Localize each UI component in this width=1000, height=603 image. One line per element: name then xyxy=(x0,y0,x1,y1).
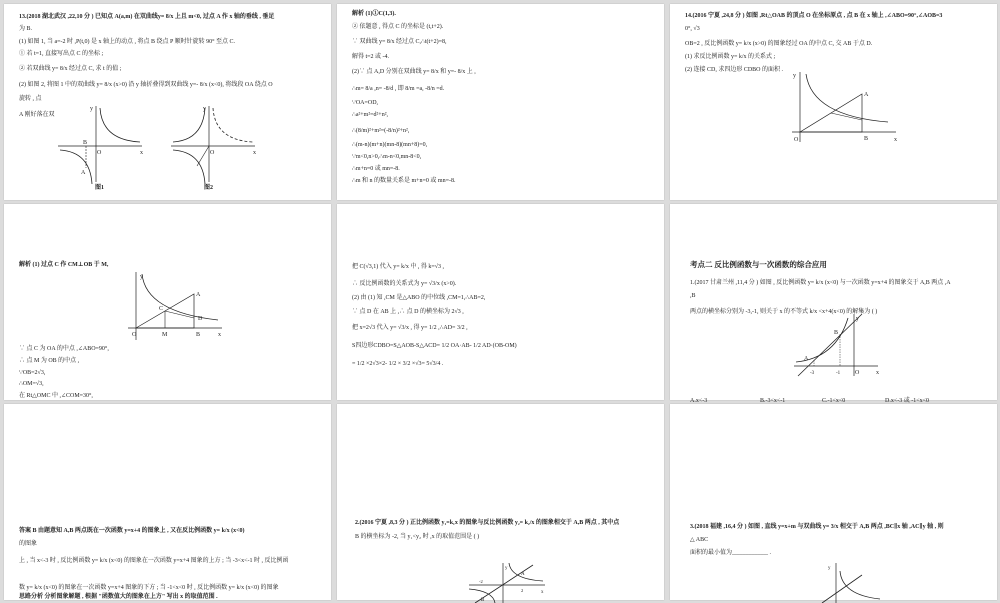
problem-1-figure xyxy=(792,312,882,380)
problem-13-line-5: ② 若双曲线 y= 8/x 经过点 C, 求 t 的值 ; xyxy=(19,66,122,72)
label-x: x xyxy=(140,150,143,156)
label-a: A xyxy=(864,92,869,98)
label-minus-1: -1 xyxy=(836,371,841,376)
label-c: C xyxy=(159,306,164,312)
hyperbola-q1 xyxy=(100,108,140,142)
answer-line-5: 思路分析 分析图象解题 , 根据 "函数值大的图象在上方" 写出 x 的取值范围 . xyxy=(19,594,218,600)
answer-line-2: 的图象 xyxy=(19,541,38,547)
label-x: x xyxy=(876,370,879,376)
figure-2-graph xyxy=(169,104,259,186)
hyperbola xyxy=(840,571,880,599)
section-header: 考点二 反比例函数与一次函数的综合应用 xyxy=(690,260,827,269)
problem-3-line-1: 3.(2018 福建 ,16,4 分 ) 如图 , 直线 y=x+m 与双曲线 y= 3/x 相交于 A,B 两点 ,BC∥x 轴 ,AC∥y 轴 , 则 xyxy=(690,524,944,530)
solution-14b-line-2: ∴ 反比例函数的关系式为 y= √3/x (x>0). xyxy=(352,281,457,287)
label-o: O xyxy=(97,150,102,156)
problem-2-line-1: 2.(2016 宁夏 ,8,3 分 ) 正比例函数 y₁=k₁x 的图象与反比例函数 y₂= k₂/x 的图象相交于 A,B 两点 , 其中点 xyxy=(355,520,620,526)
problem-3-line-2: △ ABC xyxy=(690,537,709,543)
solution-14b-line-4: ∵ 点 D 在 AB 上 ,∴ 点 D 的横坐标为 2√3 , xyxy=(352,309,464,315)
solution-line-4: 解得 t=2 或 -4. xyxy=(352,54,390,60)
solution-line-3: ∵ 双曲线 y= 8/x 经过点 C,∴t(t+2)=8, xyxy=(352,39,447,45)
problem-13-line-7: 旋转 , 点 xyxy=(19,96,42,102)
page-3 xyxy=(670,4,997,200)
solution-14-line-2: ∵ 点 C 为 OA 的中点 ,∠ABO=90°, xyxy=(19,346,109,352)
problem-13-line-2: 为 B. xyxy=(19,26,33,32)
solution-14b-line-1: 把 C(√3,1) 代入 y= k/x 中 , 得 k=√3 , xyxy=(352,264,445,270)
solution-14-line-3: ∴ 点 M 为 OB 的中点 , xyxy=(19,358,80,364)
answer-line-1: 答案 B 由题意知 A,B 两点既在一次函数 y=x+4 的图象上 , 又在反比例函数 y= k/x (x<0) xyxy=(19,528,245,534)
label-b: B xyxy=(834,330,839,336)
label-o: O xyxy=(210,150,215,156)
page-4 xyxy=(4,204,331,400)
problem-1-line-1: 1.(2017 甘肃兰州 ,11,4 分 ) 如图 , 反比例函数 y= k/x (x<0) 与一次函数 y=x+4 的图象交于 A,B 两点 ,A xyxy=(690,280,951,286)
option-c: C.-1<x<0 xyxy=(822,398,846,404)
label-b: B xyxy=(83,140,88,146)
label-a: A xyxy=(81,170,86,176)
label-y: y xyxy=(856,316,859,322)
solution-line-6: ∴m= 8/a ,n= -8/d , 即 8/m =a, -8/n =d. xyxy=(352,86,445,92)
solution-line-8: ∴a²+m²=d²+n², xyxy=(352,112,388,118)
problem-13-line-4: ① 若 t=1, 直接写出点 C 的坐标 ; xyxy=(19,51,104,57)
label-y: y xyxy=(203,106,206,112)
solution-line-7: ∵OA=OD, xyxy=(352,100,379,106)
solution-14-line-4: ∵OB=2√3, xyxy=(19,370,46,376)
label-y: y xyxy=(140,274,143,280)
problem-14-line-4: (1) 求反比例函数 y= k/x 的关系式 ; xyxy=(685,54,776,60)
solution-line-10: ∴(m-n)(m+n)(mn-8)(mn+8)=0, xyxy=(352,142,428,148)
page-7 xyxy=(4,404,331,600)
line-y-x-plus-4 xyxy=(798,314,862,376)
answer-line-4: 数 y= k/x (x<0) 的图象在一次函数 y=x+4 图象的下方 ; 当 -1<x<0 时 , 反比例函数 y= k/x (x<0) 的图象 xyxy=(19,585,279,591)
label-y: y xyxy=(828,566,831,571)
hyperbola-q3 xyxy=(173,150,205,184)
page-5 xyxy=(337,204,664,400)
solution-14-figure xyxy=(126,270,226,346)
label-x: x xyxy=(218,332,221,338)
problem-14-line-2: 0°, √3 xyxy=(685,26,700,32)
problem-14-line-3: OB=2 , 反比例函数 y= k/x (x>0) 的图象经过 OA 的中点 C, 交 AB 于点 D. xyxy=(685,41,873,47)
page-8 xyxy=(337,404,664,603)
label-x: x xyxy=(894,137,897,143)
label-y: y xyxy=(793,73,796,79)
hyperbola xyxy=(142,274,218,320)
label-b: B xyxy=(481,598,485,603)
label-minus-2: -2 xyxy=(479,579,483,584)
solution-line-13: ∴m 和 n 的数量关系是 m+n=0 或 mn=-8. xyxy=(352,178,456,184)
hyperbola-q3 xyxy=(60,150,92,184)
solution-14-line-1: 解析 (1) 过点 C 作 CM⊥OB 于 M, xyxy=(19,262,109,268)
solution-line-5: (2)∵ 点 A,D 分别在双曲线 y= 8/x 和 y=- 8/x 上 , xyxy=(352,69,476,75)
page-6 xyxy=(670,204,997,404)
problem-13-line-8: A 刚好落在双 xyxy=(19,112,55,118)
label-o: O xyxy=(132,332,137,338)
label-a: A xyxy=(196,292,201,298)
problem-14-line-5: (2) 连接 CD, 求四边形 CDBO 的面积 . xyxy=(685,67,784,73)
solution-14b-line-7: = 1/2 ×2√3×2- 1/2 × 3/2 ×√3= 5√3/4 . xyxy=(352,361,444,367)
label-o: O xyxy=(794,137,799,143)
figure-1-caption: 图1 xyxy=(95,185,105,191)
figure-2-caption: 图2 xyxy=(204,185,214,191)
problem-1-line-2: ,B xyxy=(690,293,696,299)
problem-14-figure xyxy=(790,70,900,146)
problem-2-figure xyxy=(467,561,547,603)
label-o: O xyxy=(855,370,860,376)
label-m: M xyxy=(162,332,168,338)
solution-14b-line-6: S四边形CDBO=S△AOB-S△ACD= 1/2 OA·AB- 1/2 AD·(OB-OM) xyxy=(352,343,517,349)
problem-3-line-3: 面积的最小值为____________ . xyxy=(690,550,772,556)
solution-14b-line-5: 把 x=2√3 代入 y= √3/x , 得 y= 1/2 ,∴AD= 3/2 , xyxy=(352,325,468,331)
label-x: x xyxy=(253,150,256,156)
label-d: D xyxy=(198,316,203,322)
label-b: B xyxy=(864,136,869,142)
solution-14b-line-3: (2) 由 (1) 知 ,CM 是△ABO 的中位线 ,CM=1,∴AB=2, xyxy=(352,295,486,301)
solution-line-2: ② 依题意 , 得点 C 的坐标是 (t,t+2). xyxy=(352,24,444,30)
label-a: A xyxy=(804,356,809,362)
label-minus-3: -3 xyxy=(810,371,815,376)
problem-2-line-2: B 的横坐标为 -2, 当 y₁<y₂ 时 ,x 的取值范围是 ( ) xyxy=(355,534,480,540)
label-2: 2 xyxy=(521,588,524,593)
hyperbola-y2 xyxy=(509,563,543,581)
problem-14-line-1: 14.(2016 宁夏 ,24,8 分 ) 如图 ,Rt△OAB 的顶点 O 在坐标原点 , 点 B 在 x 轴上 ,∠ABO=90°,∠AOB=3 xyxy=(685,13,943,19)
solution-line-1: 解析 (1)①C(1,3). xyxy=(352,11,396,17)
page-1 xyxy=(4,4,331,200)
solution-14-line-6: 在 Rt△OMC 中 ,∠COM=30°, xyxy=(19,393,93,399)
hyperbola-q2 xyxy=(173,108,205,142)
solution-line-12: ∴m+n=0 或 mn=-8. xyxy=(352,166,400,172)
problem-13-line-1: 13.(2018 湖北武汉 ,22,10 分 ) 已知点 A(a,m) 在双曲线y= 8/x 上且 m<0, 过点 A 作 x 轴的垂线 , 垂足 xyxy=(19,14,275,20)
option-a: A.x<-3 xyxy=(690,398,708,404)
problem-13-line-3: (1) 如图 1, 当 a=-2 时 ,P(t,0) 是 x 轴上的动点 , 将点 B 绕点 P 顺时针旋转 90° 至点 C. xyxy=(19,39,236,45)
problem-13-line-6: (2) 如图 2, 将图 1 中的双曲线 y= 8/x (x>0) 沿 y 轴折叠得到双曲线 y=- 8/x (x<0), 将线段 OA 绕点 O xyxy=(19,82,273,88)
option-d: D.x<-3 或 -1<x<0 xyxy=(885,398,929,404)
segment-oa xyxy=(197,146,209,166)
option-b: B.-3<x<-1 xyxy=(760,398,786,404)
figure-1-graph xyxy=(56,104,146,186)
label-y: y xyxy=(505,566,508,571)
hyperbola xyxy=(806,74,888,122)
label-a: A xyxy=(521,572,525,577)
solution-14-line-5: ∴OM=√3, xyxy=(19,381,44,387)
label-b: B xyxy=(196,332,201,338)
answer-line-3: 上 , 当 x<-3 时 , 反比例函数 y= k/x (x<0) 的图象在一次函数 y=x+4 图象的上方 ; 当 -3<x<-1 时 , 反比例函 xyxy=(19,558,289,564)
problem-3-figure xyxy=(818,561,888,603)
hyperbola-q1-dashed xyxy=(213,108,253,142)
solution-line-9: ∴(8/m)²+m²=(-8/n)²+n², xyxy=(352,128,410,134)
page-2 xyxy=(337,4,664,200)
solution-line-11: ∵m<0,n>0,∴m-n<0,mn-8<0, xyxy=(352,154,422,160)
page-9 xyxy=(670,404,997,600)
problem-1-line-3: 两点的横坐标分别为 -3,-1, 则关于 x 的不等式 k/x <x+4(x<0) 的解集为 ( ) xyxy=(690,309,878,315)
label-x: x xyxy=(541,590,544,595)
label-y: y xyxy=(90,106,93,112)
